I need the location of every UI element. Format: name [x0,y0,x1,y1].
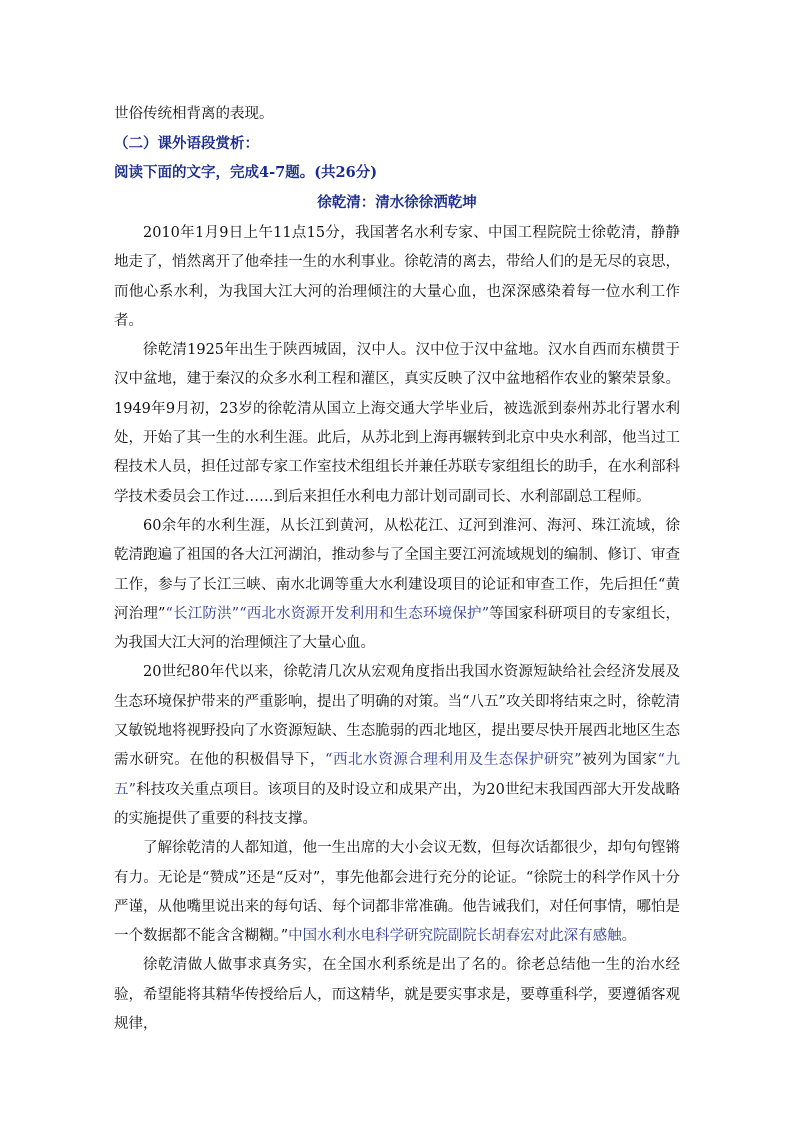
question-instruction: 阅读下面的文字，完成4-7题。(共26分) [114,164,378,181]
paragraph-6-text: 徐乾清做人做事求真务实，在全国水利系统是出了名的。徐老总结他一生的治水经验，希望能将其精华传授给后人，而这精华，就是要实事求是，要尊重科学，要遵循客观规律， [114,957,680,1033]
article-title: 徐乾清：清水徐徐洒乾坤 [317,194,477,211]
paragraph-4-text-c: 被列为国家 [581,752,658,769]
paragraph-3-text-a: 60余年的水利生涯，从长江到黄河，从松花江、辽河到淮河、海河、珠江流域，徐乾清跑遍了祖国的各大江河湖泊，推动参与了全国主要江河流域规划的编制、修订、审查工作，参与了长江三峡、南水北调等重大水利建设项目的论证和审查工作，先后担任“黄河治理” [114,517,680,622]
paragraph-5 [114,834,680,951]
speaker-attribution: 中国水利水电科学研究院副院长胡春宏对此深有感触。 [288,928,637,945]
paragraph-6 [114,951,680,1039]
project-names-quote: “长江防洪”“西北水资源开发利用和生态环境保护” [165,605,490,622]
document-page [114,100,680,1039]
paragraph-4-text-e: 科技攻关重点项目。该项目的及时设立和成果产出，为20世纪末我国西部大开发战略的实施提供了重要的科技支撑。 [114,781,680,827]
paragraph-2-text: 徐乾清1925年出生于陕西城固，汉中人。汉中位于汉中盆地。汉水自西而东横贯于汉中盆地，建于秦汉的众多水利工程和灌区，真实反映了汉中盆地稻作农业的繁荣景象。1949年9月初，23岁的徐乾清从国立上海交通大学毕业后，被选派到泰州苏北行署水利处，开始了其一生的水利生涯。此后，从苏北到上海再辗转到北京中央水利部，他当过工程技术人员，担任过部专家工作室技术组组长并兼任苏联专家组组长的助手，在水利部科学技术委员会工作过……到后来担任水利电力部计划司副司长、水利部副总工程师。 [114,342,680,505]
section-heading: （二）课外语段赏析： [114,135,259,152]
paragraph-3-text-c: 等国家科研项目的专家组长，为我国大江大河的治理倾注了大量心血。 [114,605,681,652]
paragraph-3 [114,512,680,658]
paragraph-5-text-a: 了解徐乾清的人都知道，他一生出席的大小会议无数，但每次话都很少，却句句铿锵有力。无论是“赞成”还是“反对”，事先他都会进行充分的论证。“徐院士的科学作风十分严谨，从他嘴里说出来的每句话、每个词都非常准确。他告诫我们，对任何事情，哪怕是一个数据都不能含含糊糊。” [114,840,680,945]
research-project-quote: “西北水资源合理利用及生态保护研究” [325,752,582,769]
paragraph-2 [114,336,680,512]
nine-five-quote: “九五” [114,752,681,798]
paragraph-4 [114,658,680,834]
paragraph-4-text-a: 20世纪80年代以来，徐乾清几次从宏观角度指出我国水资源短缺给社会经济发展及生态环境保护带来的严重影响，提出了明确的对策。当“八五”攻关即将结束之时，徐乾清又敏锐地将视野投向了水资源短缺、生态脆弱的西北地区，提出要尽快开展西北地区生态需水研究。在他的积极倡导下， [114,664,680,769]
intro-tail-text: 世俗传统相背离的表现。 [114,106,274,122]
paragraph-1-text: 2010年1月9日上午11点15分，我国著名水利专家、中国工程院院士徐乾清，静静地走了，悄然离开了他牵挂一生的水利事业。徐乾清的离去，带给人们的是无尽的哀思，而他心系水利，为我国大江大河的治理倾注的大量心血，也深深感染着每一位水利工作者。 [114,225,680,329]
paragraph-1 [114,219,680,336]
